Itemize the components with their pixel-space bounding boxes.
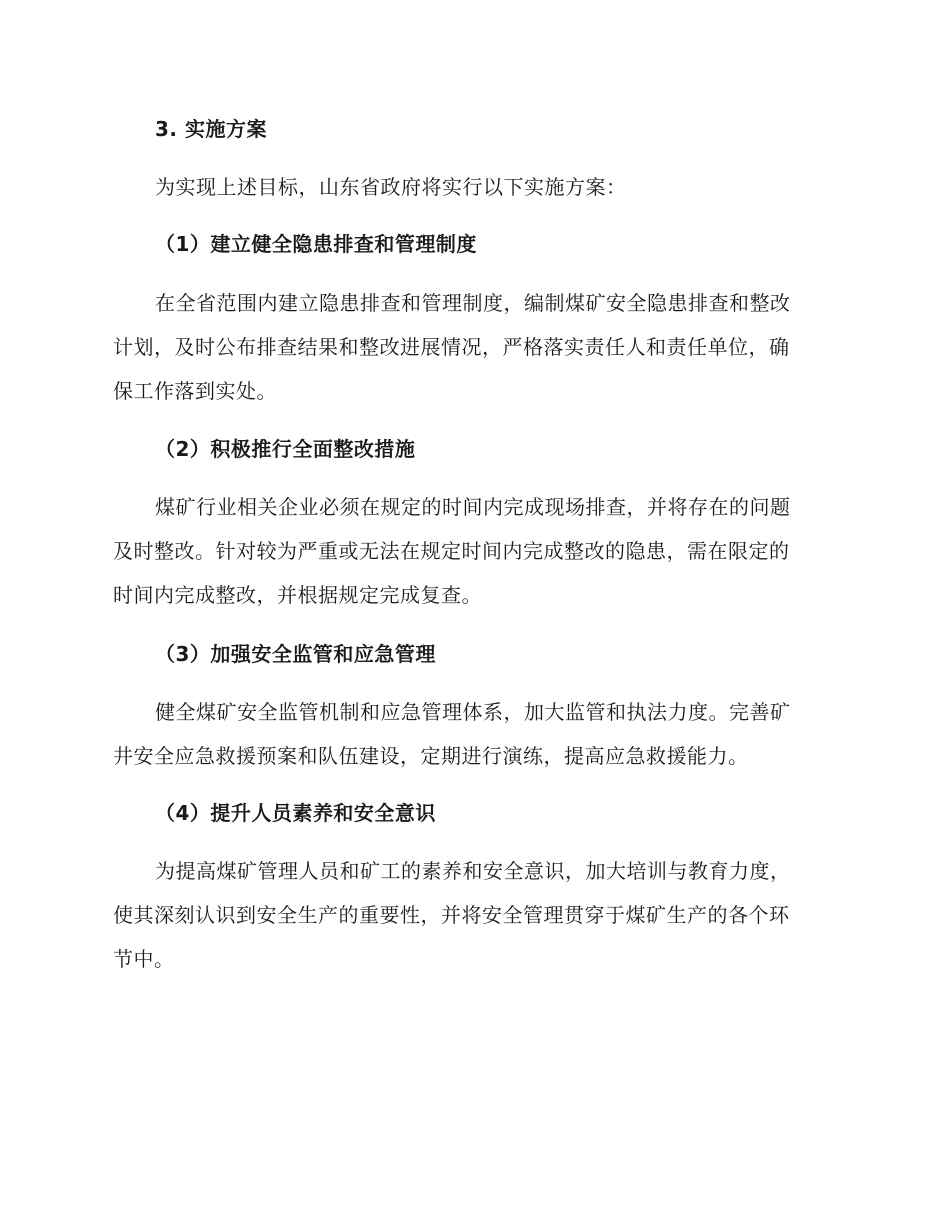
item-3-paragraph [113, 690, 833, 778]
item-1-paragraph [113, 281, 833, 413]
item-1-line-2: 计划，及时公布排查结果和整改进展情况，严格落实责任人和责任单位，确 [113, 335, 790, 359]
item-3-heading: （3）加强安全监管和应急管理 [155, 642, 436, 666]
item-1-line-1: 在全省范围内建立隐患排查和管理制度，编制煤矿安全隐患排查和整改 [155, 291, 791, 315]
item-2-heading: （2）积极推行全面整改措施 [155, 437, 416, 461]
item-1-line-3: 保工作落到实处。 [113, 379, 277, 403]
item-2-line-3: 时间内完成整改，并根据规定完成复查。 [113, 583, 482, 607]
item-2-line-2: 及时整改。针对较为严重或无法在规定时间内完成整改的隐患，需在限定的 [113, 539, 790, 563]
item-4-heading: （4）提升人员素养和安全意识 [155, 801, 436, 825]
item-2-paragraph [113, 485, 833, 617]
item-4-paragraph [113, 849, 833, 981]
item-4-line-2: 使其深刻认识到安全生产的重要性，并将安全管理贯穿于煤矿生产的各个环 [113, 903, 790, 927]
intro-paragraph: 为实现上述目标，山东省政府将实行以下实施方案： [155, 175, 627, 199]
item-4-line-1: 为提高煤矿管理人员和矿工的素养和安全意识，加大培训与教育力度， [155, 859, 791, 883]
item-2-line-1: 煤矿行业相关企业必须在规定的时间内完成现场排查，并将存在的问题 [155, 495, 791, 519]
item-3-line-1: 健全煤矿安全监管机制和应急管理体系，加大监管和执法力度。完善矿 [155, 700, 791, 724]
item-1-heading: （1）建立健全隐患排查和管理制度 [155, 232, 477, 256]
item-4-line-3: 节中。 [113, 947, 175, 971]
section-title: 3. 实施方案 [155, 117, 267, 141]
item-3-line-2: 井安全应急救援预案和队伍建设，定期进行演练，提高应急救援能力。 [113, 744, 749, 768]
